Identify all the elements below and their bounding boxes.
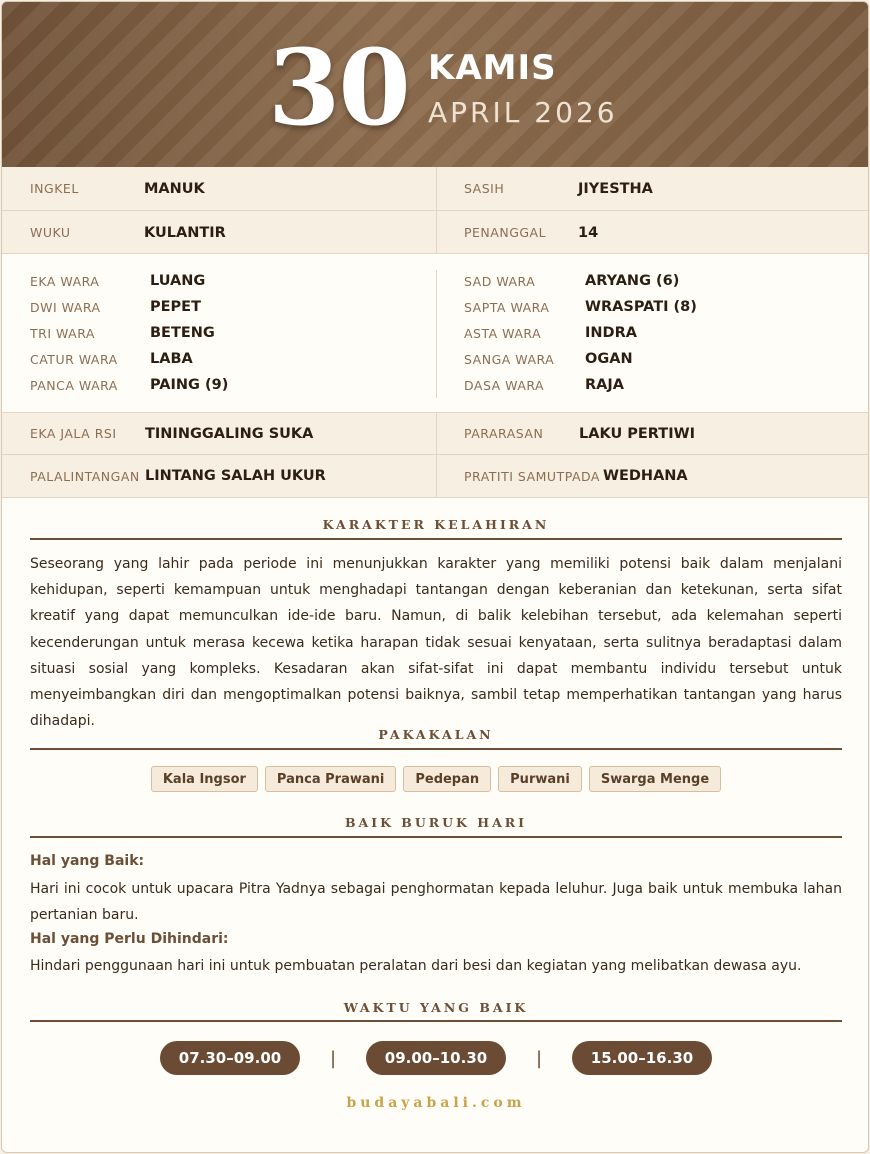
divider — [436, 412, 437, 497]
wara-row — [30, 268, 205, 294]
time-separator: | — [329, 1047, 337, 1069]
info-value: 14 — [578, 224, 599, 241]
time-pill: 07.30–09.00 — [160, 1041, 300, 1075]
calendar-card — [1, 1, 869, 1153]
wara-row — [464, 372, 624, 398]
info-label: INGKEL — [30, 181, 79, 196]
wara-value: WRASPATI (8) — [585, 299, 697, 315]
section-rule — [30, 836, 842, 838]
divider — [436, 167, 437, 254]
wara-label: EKA WARA — [30, 273, 100, 289]
avoid-heading: Hal yang Perlu Dihindari: — [30, 931, 229, 947]
info-pratiti-samutpada — [464, 455, 688, 497]
pakakalan-chip: Pedepan — [403, 766, 491, 792]
time-pill: 09.00–10.30 — [366, 1041, 506, 1075]
info-value: TININGGALING SUKA — [145, 425, 314, 442]
wara-row — [464, 346, 633, 372]
wara-label: SAPTA WARA — [464, 299, 550, 315]
section-title-pakakalan: PAKAKALAN — [378, 727, 494, 742]
wara-row — [464, 268, 679, 294]
pakakalan-chip: Kala Ingsor — [151, 766, 258, 792]
info-value: WEDHANA — [603, 468, 688, 484]
wara-row — [464, 294, 697, 320]
pakakalan-chip: Panca Prawani — [265, 766, 396, 792]
info-label: WUKU — [30, 225, 71, 240]
wara-value: LUANG — [150, 273, 206, 289]
section-title-baik-buruk: BAIK BURUK HARI — [344, 815, 528, 830]
wara-label: DASA WARA — [464, 377, 545, 393]
pakakalan-chip: Purwani — [498, 766, 582, 792]
info-label: PALALINTANGAN — [30, 468, 140, 484]
divider — [2, 497, 869, 498]
wara-value: PEPET — [150, 299, 201, 315]
info-value: LINTANG SALAH UKUR — [145, 468, 326, 484]
info-label: PRATITI SAMUTPADA — [464, 468, 600, 484]
month-year: APRIL 2026 — [428, 96, 618, 129]
wara-row — [30, 294, 201, 320]
divider — [436, 270, 437, 398]
info-value: JIYESTHA — [578, 180, 653, 197]
wara-value: INDRA — [585, 325, 637, 341]
wara-value: BETENG — [150, 325, 215, 341]
info-label: SASIH — [464, 181, 505, 196]
info-value: MANUK — [144, 180, 205, 197]
wara-value: ARYANG (6) — [585, 273, 680, 289]
good-text: Hari ini cocok untuk upacara Pitra Yadnya sebagai penghormatan kepada leluhur. Juga baik untuk membuka lahan pertanian baru. — [30, 881, 842, 924]
info-sasih — [464, 167, 653, 210]
good-heading: Hal yang Baik: — [30, 853, 145, 869]
info-wuku — [30, 211, 226, 254]
time-pill: 15.00–16.30 — [572, 1041, 712, 1075]
wara-label: PANCA WARA — [30, 377, 118, 393]
wara-row — [30, 320, 215, 346]
wara-label: SAD WARA — [464, 273, 536, 289]
wara-label: ASTA WARA — [464, 325, 542, 341]
wara-row — [30, 372, 228, 398]
info-pararasan — [464, 413, 695, 454]
wara-value: LABA — [150, 351, 193, 367]
info-label: PARARASAN — [464, 426, 544, 441]
karakter-text: Seseorang yang lahir pada periode ini menunjukkan karakter yang memiliki potensi baik dalam menjalani kehidupan, seperti kemampuan untuk menghadapi tantangan dengan keberanian dan ketekunan, serta sifat kreatif yang dapat memunculkan ide-ide baru. Namun, di balik kelebihan tersebut, ada kelemahan seperti kecenderungan untuk merasa kecewa ketika harapan tidak sesuai kenyataan, serta sulitnya beradaptasi dalam situasi sosial yang kompleks. Kesadaran akan sifat-sifat ini dapat membantu individu tersebut untuk menyeimbangkan diri dan mengoptimalkan potensi baiknya, sambil tetap memperhatikan tantangan yang harus dihadapi. — [30, 556, 842, 730]
day-name: KAMIS — [428, 48, 557, 88]
section-rule — [30, 538, 842, 540]
date-header — [2, 2, 869, 167]
wara-label: CATUR WARA — [30, 351, 118, 367]
info-value: KULANTIR — [144, 224, 226, 241]
pakakalan-list — [2, 766, 869, 792]
pakakalan-chip: Swarga Menge — [589, 766, 721, 792]
wara-value: OGAN — [585, 351, 633, 367]
wara-row — [30, 346, 193, 372]
wara-value: RAJA — [585, 377, 625, 393]
wara-label: TRI WARA — [30, 325, 95, 341]
section-title-waktu: WAKTU YANG BAIK — [343, 1000, 529, 1015]
wara-label: SANGA WARA — [464, 351, 555, 367]
footer-brand: budayabali.com — [346, 1095, 526, 1111]
wara-label: DWI WARA — [30, 299, 101, 315]
info-ingkel — [30, 167, 205, 210]
section-rule — [30, 1020, 842, 1022]
time-separator: | — [535, 1047, 543, 1069]
info-palalintangan — [30, 455, 326, 497]
waktu-list — [2, 1041, 869, 1075]
info-value: LAKU PERTIWI — [579, 425, 695, 442]
info-label: PENANGGAL — [464, 225, 547, 240]
section-rule — [30, 748, 842, 750]
info-penanggal — [464, 211, 598, 254]
section-title-karakter: KARAKTER KELAHIRAN — [322, 517, 550, 532]
avoid-text: Hindari penggunaan hari ini untuk pembuatan peralatan dari besi dan kegiatan yang melibatkan dewasa ayu. — [30, 958, 802, 974]
info-eka-jala-rsi — [30, 413, 313, 454]
info-label: EKA JALA RSI — [30, 426, 117, 441]
wara-row — [464, 320, 637, 346]
wara-value: PAING (9) — [150, 377, 229, 393]
day-number: 30 — [268, 26, 409, 149]
